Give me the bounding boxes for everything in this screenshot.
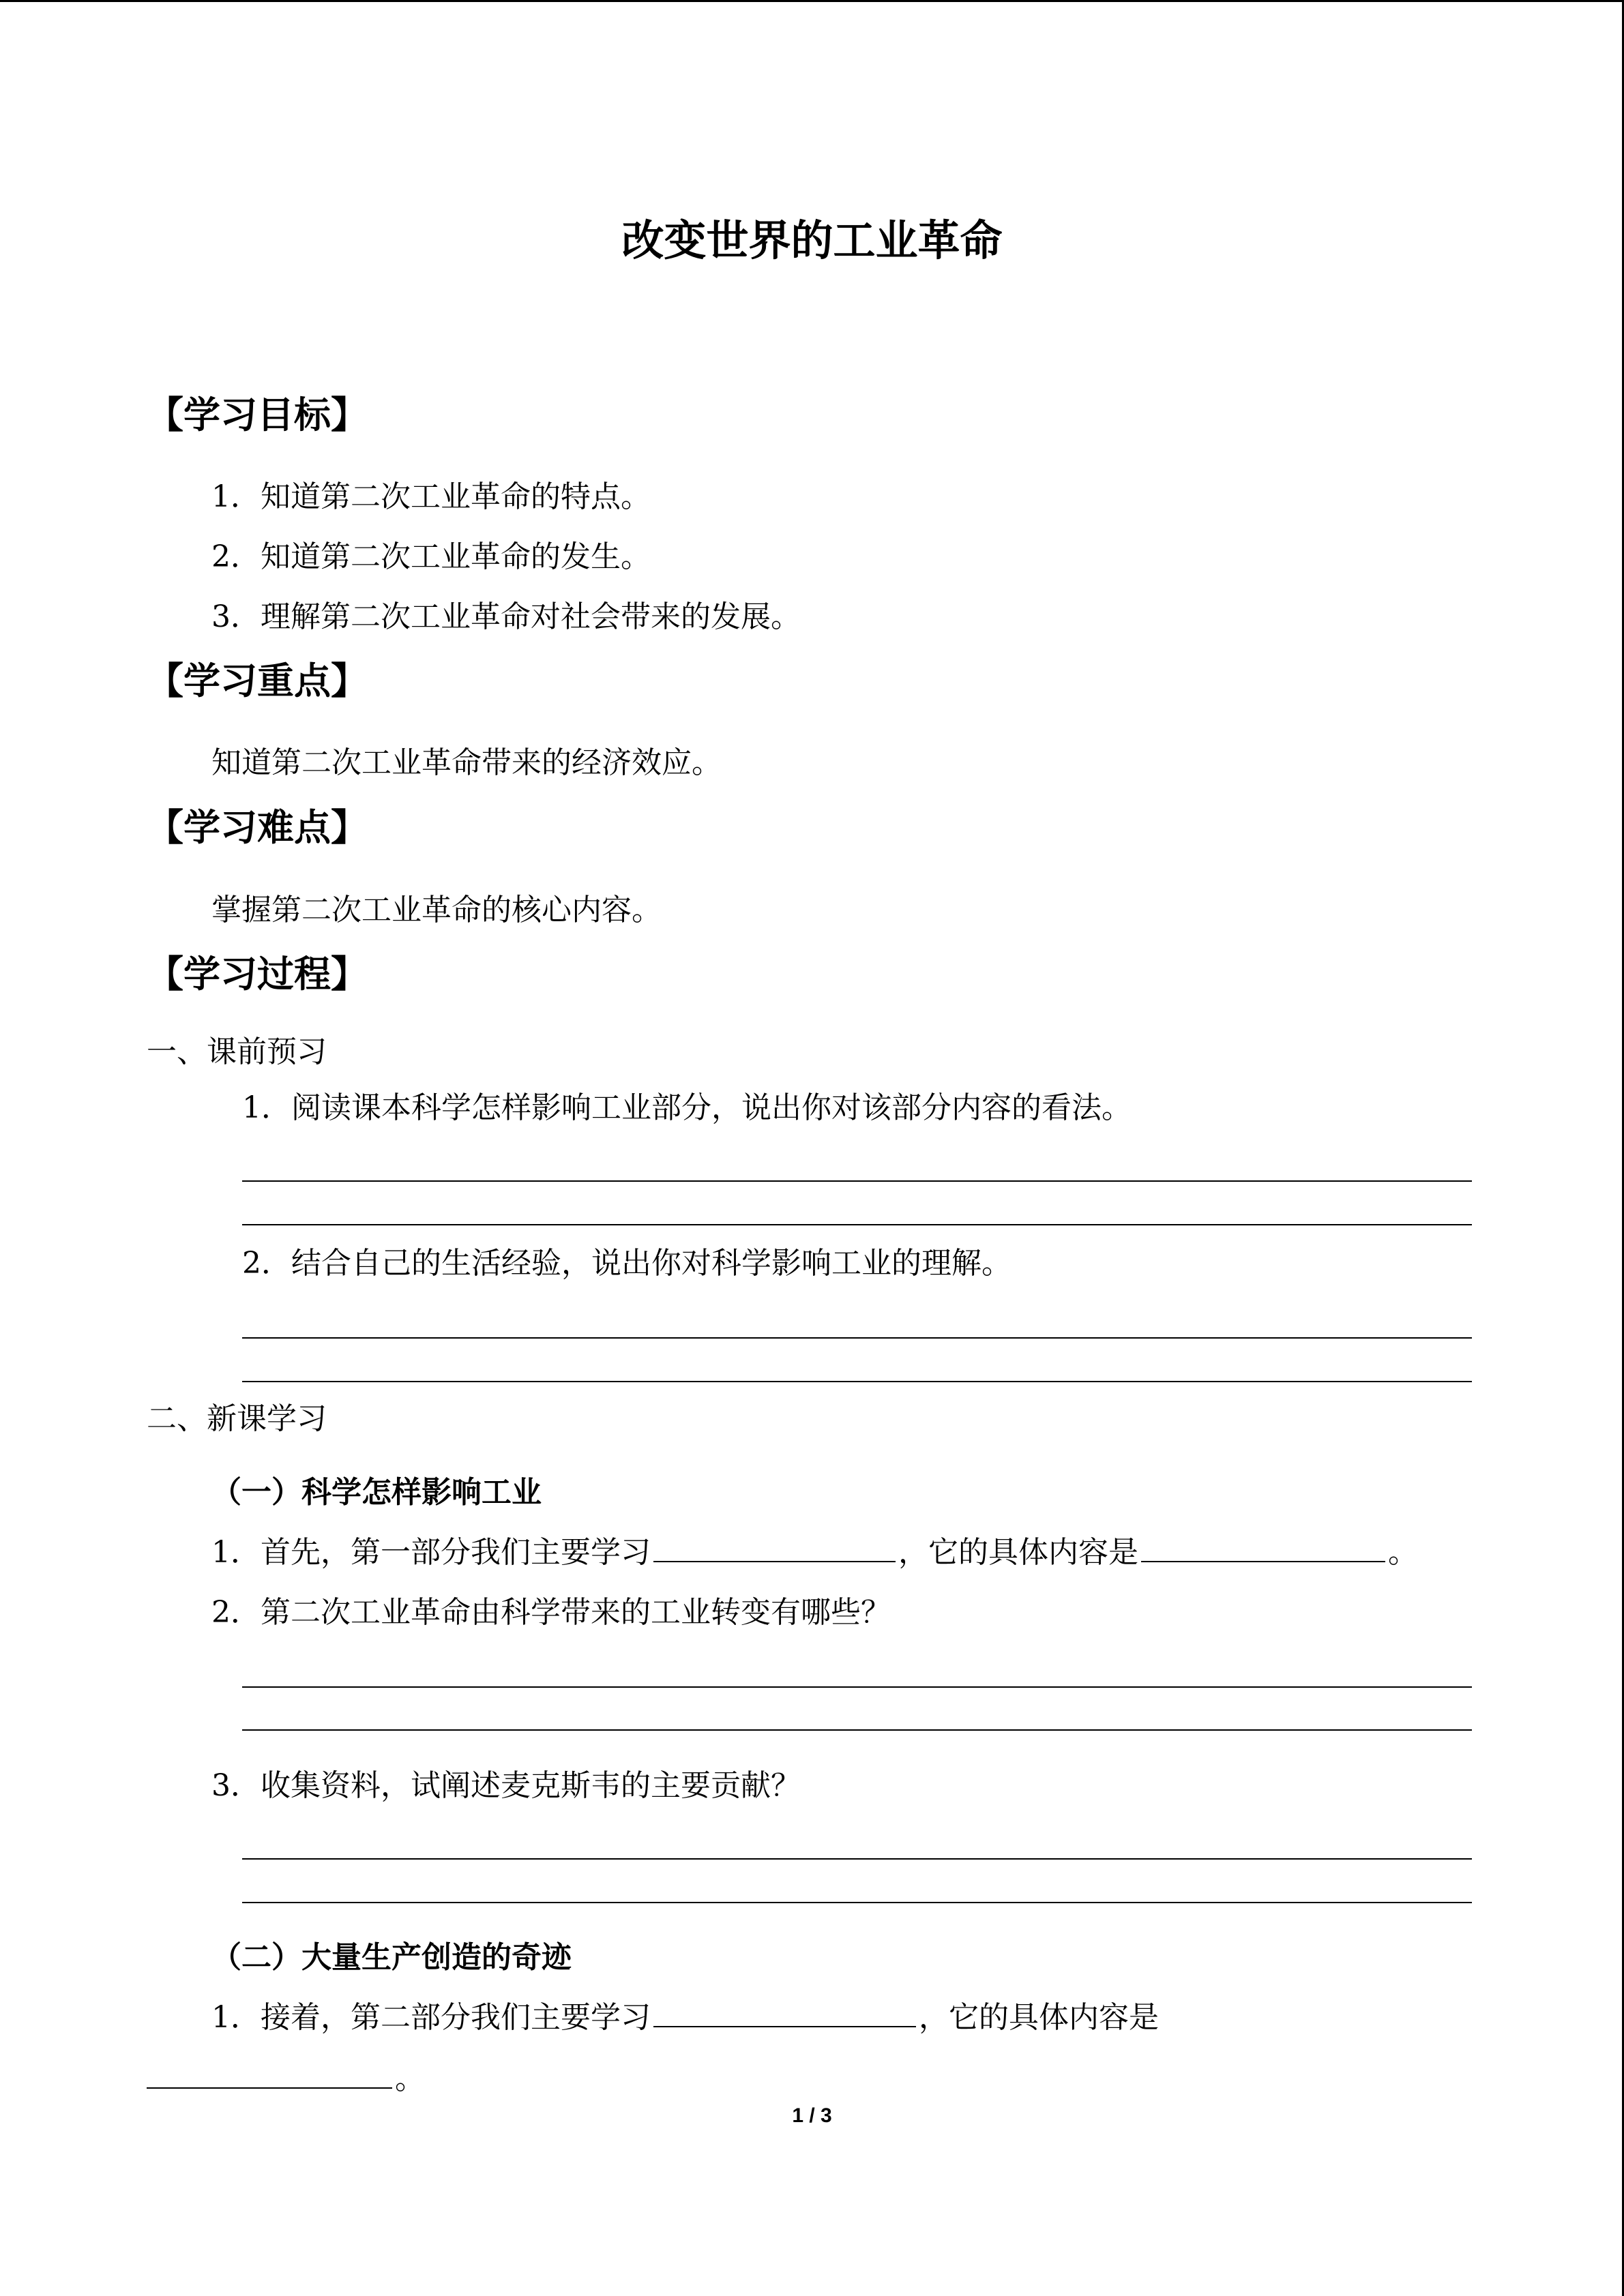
key-points-text: 知道第二次工业革命带来的经济效应。 bbox=[211, 745, 722, 780]
page-title: 改变世界的工业革命 bbox=[621, 215, 1003, 265]
part2-question-1 bbox=[211, 1997, 1159, 2038]
preview-question-1: 1．阅读课本科学怎样影响工业部分，说出你对该部分内容的看法。 bbox=[242, 1090, 1132, 1125]
part2-question-1-text-c: 。 bbox=[395, 2061, 425, 2096]
part1-question-3: 3．收集资料，试阐述麦克斯韦的主要贡献？ bbox=[211, 1768, 801, 1803]
part2-question-1-continuation bbox=[147, 2059, 425, 2100]
answer-line bbox=[242, 1381, 1472, 1382]
fill-blank[interactable] bbox=[653, 2025, 916, 2027]
part2-question-1-text-b: ，它的具体内容是 bbox=[919, 2000, 1159, 2035]
preview-heading: 一、课前预习 bbox=[147, 1034, 327, 1069]
part2-heading: （二）大量生产创造的奇迹 bbox=[211, 1940, 572, 1975]
objectives-heading: 【学习目标】 bbox=[147, 393, 368, 436]
part1-question-1-text-c: 。 bbox=[1388, 1535, 1418, 1570]
part1-question-1-text-a: 1．首先，第一部分我们主要学习 bbox=[211, 1535, 651, 1570]
fill-blank[interactable] bbox=[1141, 1560, 1385, 1562]
fill-blank[interactable] bbox=[653, 1560, 896, 1562]
part1-question-1-text-b: ，它的具体内容是 bbox=[898, 1535, 1138, 1570]
part1-question-2: 2．第二次工业革命由科学带来的工业转变有哪些？ bbox=[211, 1595, 891, 1630]
answer-line bbox=[242, 1224, 1472, 1225]
answer-line bbox=[242, 1858, 1472, 1860]
new-lesson-heading: 二、新课学习 bbox=[147, 1401, 327, 1436]
objective-item-1: 1．知道第二次工业革命的特点。 bbox=[211, 479, 651, 514]
part1-question-1 bbox=[211, 1532, 1418, 1573]
key-points-heading: 【学习重点】 bbox=[147, 659, 368, 702]
answer-line bbox=[242, 1337, 1472, 1339]
part1-heading: （一）科学怎样影响工业 bbox=[211, 1475, 542, 1510]
process-heading: 【学习过程】 bbox=[147, 952, 368, 996]
part2-question-1-text-a: 1．接着，第二部分我们主要学习 bbox=[211, 2000, 651, 2035]
answer-line bbox=[242, 1686, 1472, 1688]
answer-line bbox=[242, 1729, 1472, 1731]
fill-blank[interactable] bbox=[147, 2087, 392, 2089]
difficulties-heading: 【学习难点】 bbox=[147, 805, 368, 849]
answer-line bbox=[242, 1902, 1472, 1903]
difficulties-text: 掌握第二次工业革命的核心内容。 bbox=[211, 893, 662, 927]
answer-line bbox=[242, 1180, 1472, 1182]
objective-item-2: 2．知道第二次工业革命的发生。 bbox=[211, 539, 651, 574]
page-number: 1 / 3 bbox=[792, 2104, 832, 2127]
preview-question-2: 2．结合自己的生活经验，说出你对科学影响工业的理解。 bbox=[242, 1246, 1012, 1281]
objective-item-3: 3．理解第二次工业革命对社会带来的发展。 bbox=[211, 599, 801, 634]
